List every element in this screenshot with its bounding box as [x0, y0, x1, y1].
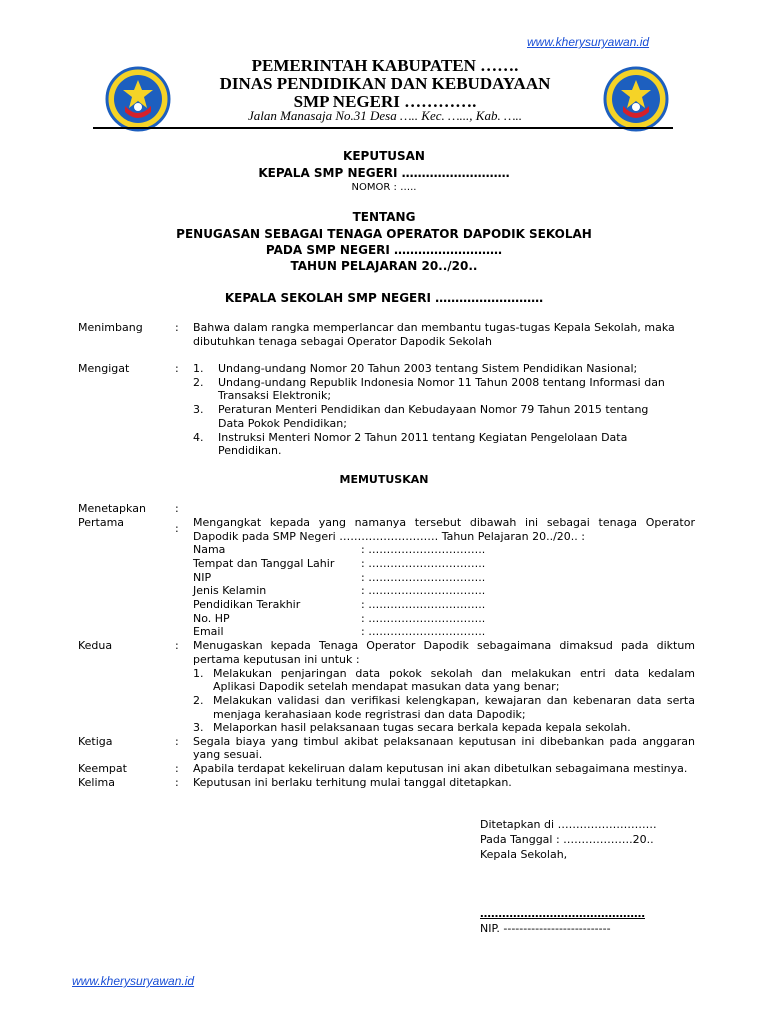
field-label-nama: Nama [193, 543, 226, 556]
field-value-email: : ………………………….. [361, 625, 486, 638]
field-label-pendidikan: Pendidikan Terakhir [193, 598, 301, 611]
field-value-nip: : ………………………….. [361, 571, 486, 584]
menimbang-colon: : [175, 321, 179, 334]
menimbang-label: Menimbang [78, 321, 143, 334]
mengingat-label: Mengigat [78, 362, 130, 375]
field-label-nip: NIP [193, 571, 212, 584]
header-line-3: SMP NEGERI …………. [293, 92, 477, 111]
keempat-text: Apabila terdapat kekeliruan dalam keputusan ini akan dibetulkan sebagaimana mestinya. [193, 762, 688, 775]
menetapkan-label: Menetapkan [78, 502, 146, 515]
pada-tanggal: Pada Tanggal : ……………….20.. [480, 833, 654, 846]
keempat-label: Keempat [78, 762, 127, 775]
mengingat-item-text: Undang-undang Nomor 20 Tahun 2003 tentang Sistem Pendidikan Nasional; [218, 362, 638, 375]
field-label-ttl: Tempat dan Tanggal Lahir [193, 557, 335, 570]
header-line-1: PEMERINTAH KABUPATEN ……. [251, 56, 519, 75]
field-value-ttl: : ………………………….. [361, 557, 486, 570]
kelima-label: Kelima [78, 776, 116, 789]
tentang-label: TENTANG [352, 210, 416, 224]
subject-line-2: PADA SMP NEGERI ……………………… [265, 243, 503, 257]
field-label-email: Email [193, 625, 224, 638]
signatory-nip: NIP. --------------------------- [480, 922, 611, 935]
ketiga-colon: : [175, 735, 179, 748]
kedua-text-2: pertama keputusan ini untuk : [193, 653, 360, 666]
kedua-text-1: Menugaskan kepada Tenaga Operator Dapodik sebagaimana dimaksud pada diktum [193, 639, 695, 652]
mengingat-item-text-cont: Pendidikan. [218, 444, 282, 457]
header-address: Jalan Manasaja No.31 Desa ….. Kec. …..., Kab. ….. [247, 108, 523, 123]
mengingat-item-text-cont: Transaksi Elektronik; [218, 389, 332, 402]
kedua-item-text-cont: menjaga kerahasiaan kode regristrasi dan data Dapodik; [213, 708, 526, 721]
decree-issuer-title: KEPALA SMP NEGERI ……………………… [258, 166, 510, 180]
kedua-item-number: 1. [193, 667, 204, 680]
website-link-bottom[interactable]: www.kherysuryawan.id [72, 974, 195, 988]
subject-line-3: TAHUN PELAJARAN 20../20.. [290, 259, 478, 273]
menetapkan-colon: : [175, 502, 179, 515]
mengingat-item-number: 1. [193, 362, 204, 375]
field-label-jenis-kelamin: Jenis Kelamin [193, 584, 267, 597]
issuer-line: KEPALA SEKOLAH SMP NEGERI ……………………… [224, 291, 544, 305]
kedua-item-text: Melakukan penjaringan data pokok sekolah dan melakukan entri data kedalam [213, 667, 695, 680]
kelima-text: Keputusan ini berlaku terhitung mulai tanggal ditetapkan. [193, 776, 512, 789]
mengingat-item-text: Undang-undang Republik Indonesia Nomor 11 Tahun 2008 tentang Informasi dan [218, 376, 665, 389]
pertama-text-2: Dapodik pada SMP Negeri ……………………… Tahun Pelajaran 20../20.. : [193, 530, 585, 543]
ketiga-text-1: Segala biaya yang timbul akibat pelaksanaan keputusan ini dibebankan pada anggaran [193, 735, 695, 748]
keempat-colon: : [175, 762, 179, 775]
decree-title: KEPUTUSAN [343, 149, 425, 163]
mengingat-item-number: 3. [193, 403, 204, 416]
menimbang-text-1: Bahwa dalam rangka memperlancar dan membantu tugas-tugas Kepala Sekolah, maka [193, 321, 675, 334]
mengingat-item-text: Peraturan Menteri Pendidikan dan Kebudayaan Nomor 79 Tahun 2015 tentang [218, 403, 649, 416]
pertama-label: Pertama [78, 516, 125, 529]
signatory-title: Kepala Sekolah, [480, 848, 568, 861]
kedua-colon: : [175, 639, 179, 652]
decree-number: NOMOR : ….. [351, 182, 417, 193]
field-value-nama: : ………………………….. [361, 543, 486, 556]
kelima-colon: : [175, 776, 179, 789]
pertama-text-1: Mengangkat kepada yang namanya tersebut dibawah ini sebagai tenaga Operator [193, 516, 695, 529]
letterhead-divider [93, 127, 673, 129]
kedua-item-number: 3. [193, 721, 204, 734]
memutuskan-heading: MEMUTUSKAN [339, 473, 429, 486]
field-label-hp: No. HP [193, 612, 230, 625]
kedua-label: Kedua [78, 639, 113, 652]
website-link-top[interactable]: www.kherysuryawan.id [527, 35, 650, 49]
mengingat-item-number: 4. [193, 431, 204, 444]
pertama-colon: : [175, 522, 179, 535]
subject-line-1: PENUGASAN SEBAGAI TENAGA OPERATOR DAPODIK SEKOLAH [176, 227, 592, 241]
menimbang-text-2: dibutuhkan tenaga sebagai Operator Dapodik Sekolah [193, 335, 492, 348]
ditetapkan-di: Ditetapkan di ……………………… [480, 818, 657, 831]
kedua-item-number: 2. [193, 694, 204, 707]
mengingat-colon: : [175, 362, 179, 375]
mengingat-item-text-cont: Data Pokok Pendidikan; [218, 417, 347, 430]
kedua-item-text-cont: Aplikasi Dapodik setelah mendapat masukan data yang benar; [213, 680, 560, 693]
field-value-jenis-kelamin: : ………………………….. [361, 584, 486, 597]
field-value-hp: : ………………………….. [361, 612, 486, 625]
field-value-pendidikan: : ………………………….. [361, 598, 486, 611]
mengingat-item-text: Instruksi Menteri Nomor 2 Tahun 2011 tentang Kegiatan Pengelolaan Data [218, 431, 628, 444]
header-line-2: DINAS PENDIDIKAN DAN KEBUDAYAAN [219, 74, 551, 93]
mengingat-item-number: 2. [193, 376, 204, 389]
kedua-item-text: Melakukan validasi dan verifikasi kelengkapan, kewajaran dan kebenaran data serta [213, 694, 695, 707]
ketiga-label: Ketiga [78, 735, 113, 748]
signatory-name-line: ……………………………………… [480, 907, 645, 920]
kedua-item-text: Melaporkan hasil pelaksanaan tugas secara berkala kepada kepala sekolah. [213, 721, 631, 734]
ketiga-text-2: yang sesuai. [193, 748, 263, 761]
